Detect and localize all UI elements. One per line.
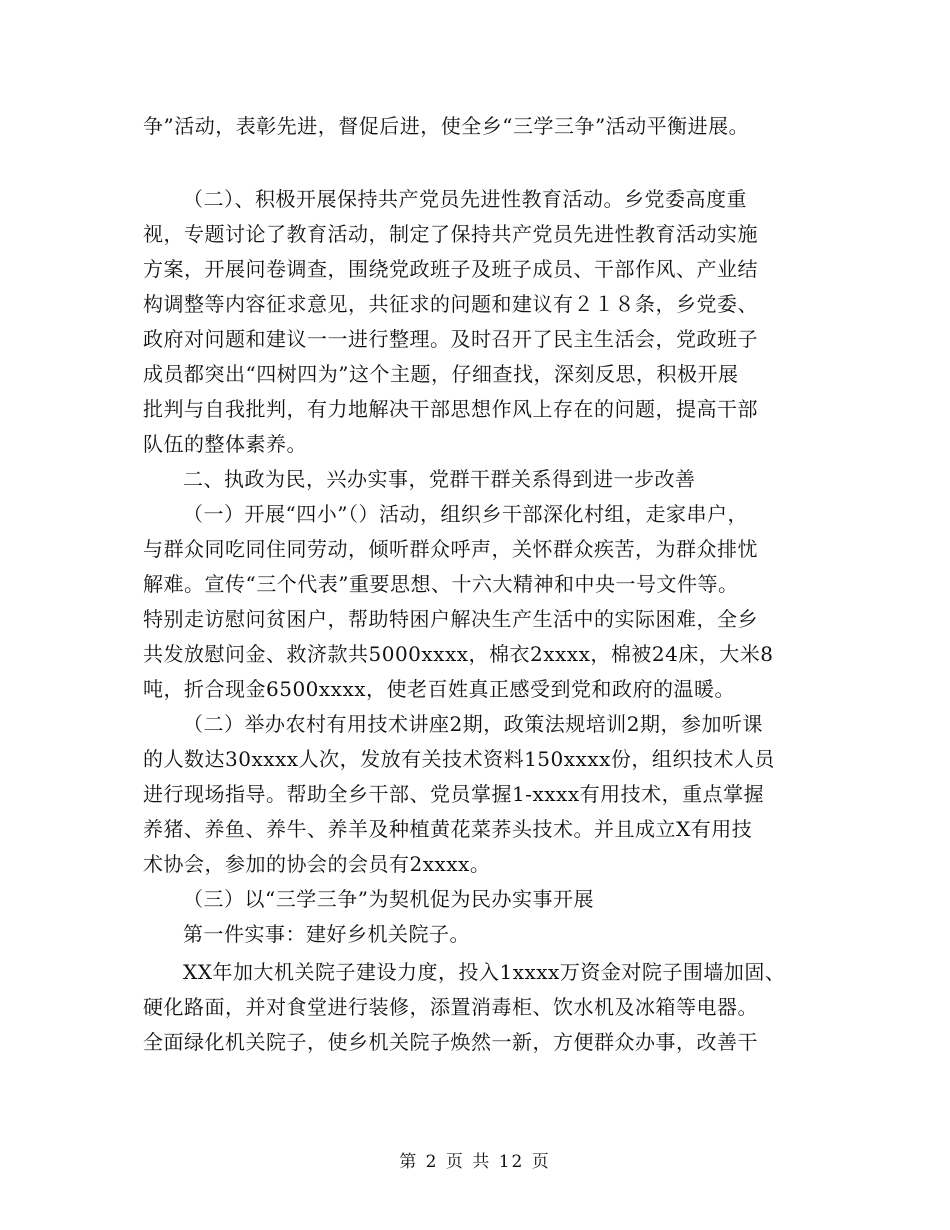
text-line: 解难。宣传“三个代表”重要思想、十六大精神和中央一号文件等。 bbox=[143, 572, 739, 596]
text-line: （二）、积极开展保持共产党员先进性教育活动。乡党委高度重 bbox=[183, 187, 747, 211]
page-number-footer: 第 2 页 共 12 页 bbox=[399, 1152, 551, 1172]
section-heading: 二、执政为民，兴办实事，党群干群关系得到进一步改善 bbox=[183, 467, 696, 491]
text-line: 争”活动，表彰先进，督促后进，使全乡“三学三争”活动平衡进展。 bbox=[143, 114, 750, 138]
text-line: 成员都突出“四树四为”这个主题，仔细查找，深刻反思，积极开展 bbox=[143, 362, 739, 386]
text-line: 养猪、养鱼、养牛、养羊及种植黄花菜荞头技术。并且成立X有用技 bbox=[143, 817, 753, 841]
text-line: XX年加大机关院子建设力度，投入1xxxx万资金对院子围墙加固、 bbox=[183, 960, 786, 984]
text-line: 吨，折合现金6500xxxx，使老百姓真正感受到党和政府的温暖。 bbox=[143, 677, 736, 701]
text-line: 全面绿化机关院子，使乡机关院子焕然一新，方便群众办事，改善干 bbox=[143, 1030, 758, 1054]
text-line: （一）开展“四小”（）活动，组织乡干部深化村组，走家串户， bbox=[183, 502, 748, 526]
text-line: 队伍的整体素养。 bbox=[143, 432, 307, 456]
text-line: 的人数达30xxxx人次，发放有关技术资料150xxxx份，组织技术人员 bbox=[143, 747, 775, 771]
text-line: 批判与自我批判，有力地解决干部思想作风上存在的问题，提高干部 bbox=[143, 397, 758, 421]
text-line: 构调整等内容征求意见，共征求的问题和建议有２１８条，乡党委、 bbox=[143, 292, 758, 316]
text-line: 术协会，参加的协会的会员有2xxxx。 bbox=[143, 852, 491, 876]
text-line: 硬化路面，并对食堂进行装修，添置消毒柜、饮水机及冰箱等电器。 bbox=[143, 995, 758, 1019]
text-line: 与群众同吃同住同劳动，倾听群众呼声，关怀群众疾苦，为群众排忧 bbox=[143, 537, 758, 561]
subsection-heading: （三）以“三学三争”为契机促为民办实事开展 bbox=[183, 887, 594, 911]
text-line: （二）举办农村有用技术讲座2期，政策法规培训2期，参加听课 bbox=[183, 712, 763, 736]
text-line: 第一件实事：建好乡机关院子。 bbox=[183, 922, 470, 946]
text-line: 方案，开展问卷调查，围绕党政班子及班子成员、干部作风、产业结 bbox=[143, 257, 758, 281]
text-line: 特别走访慰问贫困户，帮助特困户解决生产生活中的实际困难，全乡 bbox=[143, 607, 758, 631]
text-line: 共发放慰问金、救济款共5000xxxx，棉衣2xxxx，棉被24床，大米8 bbox=[143, 642, 774, 666]
text-line: 政府对问题和建议一一进行整理。及时召开了民主生活会，党政班子 bbox=[143, 327, 758, 351]
text-line: 视，专题讨论了教育活动，制定了保持共产党员先进性教育活动实施 bbox=[143, 222, 758, 246]
text-line: 进行现场指导。帮助全乡干部、党员掌握1-xxxx有用技术，重点掌握 bbox=[143, 782, 765, 806]
